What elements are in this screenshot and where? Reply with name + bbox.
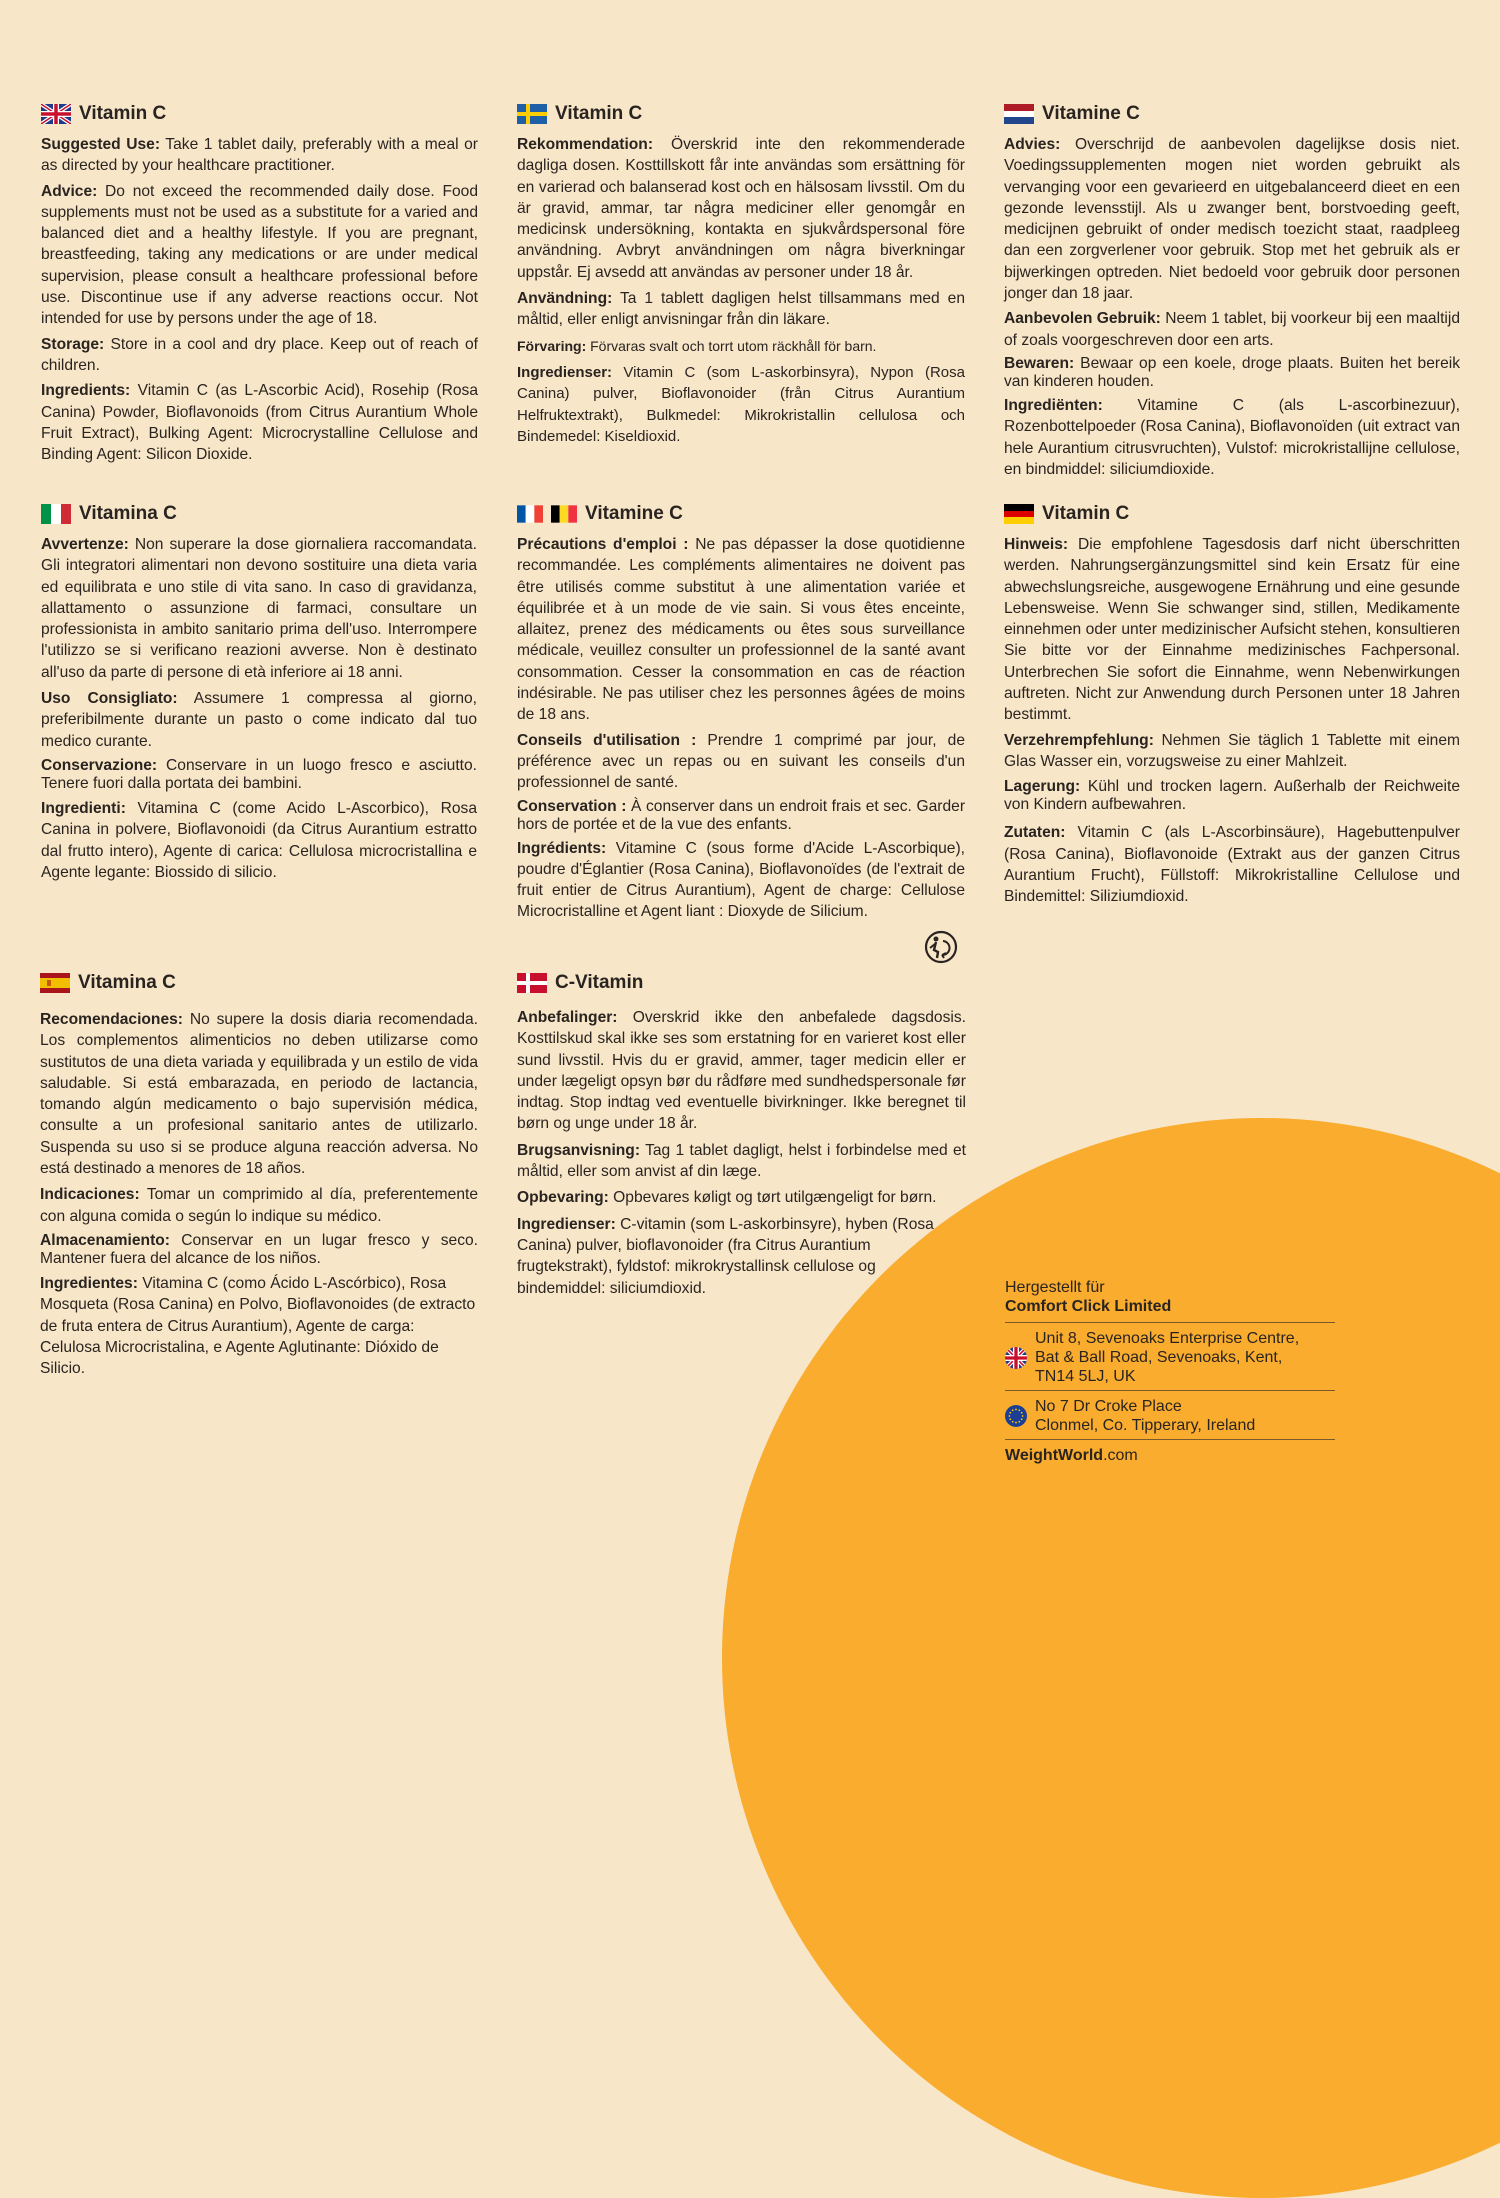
paragraph-text: Ta 1 tablett dagligen helst tillsammans med en måltid, eller enligt anvisningar från din läkare.	[517, 290, 965, 329]
paragraph-label: Brugsanvisning:	[517, 1141, 641, 1159]
paragraph-label: Ingredients:	[41, 382, 131, 400]
section-heading	[1004, 102, 1460, 126]
storage-paragraph	[517, 1187, 966, 1208]
uk-flag-icon	[41, 104, 71, 124]
uk-round-flag-icon	[1005, 1347, 1027, 1369]
address-line: Clonmel, Co. Tipperary, Ireland	[1035, 1417, 1256, 1434]
section-title: Vitamin C	[555, 103, 643, 124]
ingredients-paragraph	[41, 380, 478, 465]
warnings-paragraph	[41, 534, 477, 683]
suggested-use-paragraph	[41, 134, 478, 177]
paragraph-text: Kühl und trocken lagern. Außerhalb der Reichweite von Kindern aufbewahren.	[1004, 778, 1460, 814]
paragraph-label: Ingrédients:	[517, 839, 607, 857]
paragraph-text: Assumere 1 compressa al giorno, preferibilmente durante un pasto o come indicato dal tuo medico curante.	[41, 690, 477, 750]
paragraph-label: Recomendaciones:	[40, 1011, 183, 1028]
paragraph-label: Uso Consigliato:	[41, 690, 178, 708]
denmark-flag-icon	[517, 973, 547, 993]
storage-paragraph	[1004, 778, 1460, 814]
usage-paragraph	[517, 288, 965, 331]
usage-advice-paragraph	[517, 730, 965, 794]
paragraph-label: Indicaciones:	[40, 1186, 140, 1204]
address-line: Bat & Ball Road, Sevenoaks, Kent,	[1035, 1349, 1283, 1366]
sweden-flag-icon	[517, 104, 547, 124]
paragraph-label: Almacenamiento:	[40, 1231, 170, 1249]
section-german	[1004, 502, 1460, 911]
france-flag-icon	[517, 505, 543, 523]
storage-paragraph	[40, 1232, 478, 1268]
paragraph-label: Ingredientes:	[40, 1274, 138, 1292]
paragraph-text: Overskrid ikke den anbefalede dagsdosis. Kosttilskud skal ikke ses som erstatning for en varieret kost eller sund livsstil. Hvis du er gravid, ammer, tager medicin eller er under lægeligt opsyn bør du rådføre med sundhedspersonale før indtag. Stop indtag ved eventuelle bivirkninger. Ikke beregnet til børn og unge under 18 år.	[517, 1009, 966, 1133]
uk-address-text	[1035, 1329, 1299, 1386]
paragraph-label: Conservazione:	[41, 756, 158, 774]
belgium-flag-icon	[551, 505, 577, 523]
section-heading	[1004, 502, 1460, 526]
paragraph-label: Conservation :	[517, 797, 627, 815]
paragraph-label: Aanbevolen Gebruik:	[1004, 310, 1161, 328]
section-title: Vitamine C	[585, 503, 683, 524]
paragraph-label: Advice:	[41, 182, 98, 200]
section-italian	[41, 502, 477, 888]
paragraph-text: Overschrijd de aanbevolen dagelijkse dosis niet. Voedingssupplementen mogen niet worden gebruikt als vervanging voor een gevarieerd en uitgebalanceerd dieet en een gezonde levensstijl. Als u zwanger bent, borstvoeding geeft, medicijnen gebruikt of onder medisch toezicht staat, raadpleeg dan een zorgverlener voor gebruik. Stop met het gebruik als er bijwerkingen optreden. Niet bedoeld voor gebruik door personen jonger dan 18 jaar.	[1004, 136, 1460, 303]
section-spanish	[40, 971, 478, 1384]
paragraph-label: Suggested Use:	[41, 136, 161, 153]
paragraph-text: Nehmen Sie täglich 1 Tablette mit einem Glas Wasser ein, vorzugsweise zu einer Mahlzeit.	[1004, 731, 1460, 770]
paragraph-label: Storage:	[41, 335, 105, 353]
section-heading	[517, 102, 965, 126]
triman-recycling-icon	[924, 930, 958, 964]
paragraph-label: Ingredienser:	[517, 363, 613, 381]
paragraph-text: Vitamina C (como Ácido L-Ascórbico), Rosa Mosqueta (Rosa Canina) en Polvo, Bioflavonoides (de extracto de fruta entera de Citrus Aurantium), Agente de carga: Celulosa Microcristalina, e Agente Aglutinante: Dióxido de Silicio.	[40, 1274, 476, 1378]
directions-paragraph	[517, 1140, 966, 1183]
paragraph-text: Prendre 1 comprimé par jour, de préférence avec un repas ou en suivant les conseils d'un professionnel de santé.	[517, 731, 965, 792]
paragraph-text: À conserver dans un endroit frais et sec. Garder hors de portée et de la vue des enfants.	[517, 797, 966, 833]
section-title: Vitamina C	[79, 503, 177, 524]
section-french	[517, 502, 965, 927]
section-english	[41, 102, 478, 469]
paragraph-label: Verzehrempfehlung:	[1004, 731, 1154, 749]
recommended-use-paragraph	[41, 688, 477, 752]
section-heading	[41, 502, 477, 526]
manufacturer-info	[1005, 1278, 1335, 1465]
eu-address-text	[1035, 1397, 1255, 1435]
paragraph-text: Do not exceed the recommended daily dose. Food supplements must not be used as a substitute for a varied and balanced diet and a healthy lifestyle. If you are pregnant, breastfeeding, taking any medications or are under medical supervision, please consult a healthcare professional before use. Discontinue use if any adverse reactions occur. Not intended for use by persons under the age of 18.	[41, 182, 478, 328]
section-title: Vitamine C	[1042, 103, 1140, 124]
recommendations-paragraph	[517, 1007, 966, 1135]
storage-paragraph	[41, 757, 477, 793]
advice-paragraph	[1004, 134, 1460, 304]
paragraph-label: Förvaring:	[517, 337, 587, 354]
ingredients-paragraph	[517, 1214, 966, 1299]
section-swedish	[517, 102, 965, 452]
recommendation-paragraph	[517, 134, 965, 283]
paragraph-label: Rekommendation:	[517, 136, 654, 153]
paragraph-label: Användning:	[517, 290, 613, 308]
ingredients-paragraph	[1004, 822, 1460, 907]
website-link[interactable]	[1005, 1439, 1335, 1465]
uk-address	[1005, 1322, 1335, 1390]
paragraph-label: Zutaten:	[1004, 824, 1066, 842]
ingredients-paragraph	[517, 838, 965, 923]
consumption-recommendation-paragraph	[1004, 730, 1460, 773]
paragraph-text: Store in a cool and dry place. Keep out of reach of children.	[41, 335, 478, 374]
paragraph-text: Överskrid inte den rekommenderade dagliga dosen. Kosttillskott får inte användas som ersättning för en varierad och balanserad kost och en hälsosam livsstil. Om du är gravid, ammar, tar några mediciner eller genomgår en medicinsk undersökning, kontakta en sjukvårdspersonal före användning. Avbryt användningen om några biverkningar uppstår. Ej avsedd att användas av personer under 18 år.	[517, 136, 965, 281]
address-line: Unit 8, Sevenoaks Enterprise Centre,	[1035, 1330, 1300, 1347]
paragraph-text: Conservare in un luogo fresco e asciutto. Tenere fuori dalla portata dei bambini.	[41, 756, 477, 792]
paragraph-text: Die empfohlene Tagesdosis darf nicht überschritten werden. Nahrungsergänzungsmittel sind kein Ersatz für eine abwechslungsreiche, ausgewogene Ernährung und eine gesunde Lebensweise. Wenn Sie schwanger sind, stillen, Medikamente einnehmen oder unter medizinischer Aufsicht stehen, konsultieren Sie bitte vor der Einnahme medizinisches Fachpersonal. Unterbrechen Sie sofort die Einnahme, wenn Nebenwirkungen auftreten. Nicht zur Anwendung durch Personen unter 18 Jahren bestimmt.	[1004, 536, 1460, 724]
section-heading	[517, 971, 966, 995]
paragraph-label: Lagerung:	[1004, 778, 1081, 796]
paragraph-label: Conseils d'utilisation :	[517, 731, 697, 749]
indications-paragraph	[40, 1184, 478, 1227]
storage-paragraph	[1004, 355, 1460, 391]
paragraph-text: Tomar un comprimido al día, preferentemente con alguna comida o según lo indique su médico.	[40, 1186, 478, 1225]
eu-address	[1005, 1390, 1335, 1439]
notice-paragraph	[1004, 534, 1460, 726]
ingredients-paragraph	[1004, 395, 1460, 480]
ingredients-paragraph	[41, 798, 477, 883]
paragraph-text: Vitamine C (sous forme d'Acide L-Ascorbique), poudre d'Églantier (Rosa Canina), Bioflavonoïdes (de l'extrait de fruit entier de Citrus Aurantium), Agent de charge: Cellulose Microcristalline et Agent liant : Dioxyde de Silicium.	[517, 839, 965, 921]
ingredients-paragraph	[517, 362, 965, 447]
paragraph-text: Vitamin C (als L-Ascorbinsäure), Hagebuttenpulver (Rosa Canina), Bioflavonoide (Extrakt aus der ganzen Citrus Aurantium Frucht), Füllstoff: Mikrokristalline Cellulose und Bindemittel: Siliziumdioxid.	[1004, 824, 1460, 906]
paragraph-label: Avvertenze:	[41, 536, 129, 553]
eu-round-flag-icon	[1005, 1405, 1027, 1427]
section-danish	[517, 971, 966, 1304]
storage-paragraph	[517, 336, 965, 357]
made-for-label: Hergestellt für	[1005, 1279, 1105, 1296]
spain-flag-icon	[40, 973, 70, 993]
storage-paragraph	[517, 798, 965, 834]
paragraph-label: Hinweis:	[1004, 536, 1069, 553]
section-heading	[40, 971, 478, 995]
storage-paragraph	[41, 334, 478, 377]
recommended-use-paragraph	[1004, 308, 1460, 351]
paragraph-text: Vitamine C (als L-ascorbinezuur), Rozenbottelpoeder (Rosa Canina), Bioflavonoïden (uit extract van hele Aurantium citrusvruchten), Vulstof: microkristallijne cellulose, en bindmiddel: siliciumdioxide.	[1004, 396, 1460, 478]
company-name: Comfort Click Limited	[1005, 1298, 1172, 1315]
paragraph-text: Take 1 tablet daily, preferably with a meal or as directed by your healthcare practitioner.	[41, 136, 478, 175]
paragraph-text: Tag 1 tablet dagligt, helst i forbindelse med et måltid, eller som anvist af din læge.	[517, 1141, 966, 1181]
paragraph-label: Anbefalinger:	[517, 1009, 618, 1026]
paragraph-label: Ingrediënten:	[1004, 396, 1103, 414]
paragraph-text: Conservar en un lugar fresco y seco. Mantener fuera del alcance de los niños.	[40, 1231, 478, 1267]
paragraph-label: Bewaren:	[1004, 354, 1075, 372]
italy-flag-icon	[41, 504, 71, 524]
advice-paragraph	[41, 181, 478, 330]
paragraph-label: Ingredienser:	[517, 1215, 616, 1233]
paragraph-text: Non superare la dose giornaliera raccomandata. Gli integratori alimentari non devono sostituire una dieta varia ed equilibrata e uno stile di vita sano. In caso di gravidanza, allattamento o assunzione di farmaci, consultare un professionista in ambito sanitario prima dell'uso. Interrompere l'utilizzo se si verificano reazioni avverse. Non è destinato all'uso da parte di persone di età inferiore ai 18 anni.	[41, 536, 477, 681]
paragraph-text: Neem 1 tablet, bij voorkeur bij een maaltijd of zoals voorgeschreven door een arts.	[1004, 310, 1461, 349]
paragraph-text: Bewaar op een koele, droge plaats. Buiten het bereik van kinderen houden.	[1004, 354, 1460, 390]
paragraph-label: Opbevaring:	[517, 1189, 609, 1207]
section-heading	[517, 502, 965, 526]
paragraph-label: Advies:	[1004, 136, 1061, 153]
paragraph-text: No supere la dosis diaria recomendada. Los complementos alimenticios no deben utilizarse como sustitutos de una dieta variada y equilibrada y un estilo de vida saludable. Si está embarazada, en periodo de lactancia, tomando algún medicamento o bajo supervisión médica, consulte a un profesional sanitario antes de utilizarlo. Suspenda su uso si se produce alguna reacción adversa. No está destinado a menores de 18 años.	[40, 1011, 478, 1178]
paragraph-text: Vitamin C (som L-askorbinsyra), Nypon (Rosa Canina) pulver, Bioflavonoider (från Citrus Aurantium Helfruktextrakt), Bulkmedel: Mikrokristallin cellulosa och Bindemedel: Kiseldioxid.	[517, 363, 965, 445]
section-title: Vitamina C	[78, 972, 176, 993]
website-domain: .com	[1103, 1447, 1138, 1464]
germany-flag-icon	[1004, 504, 1034, 524]
website-brand: WeightWorld	[1005, 1447, 1104, 1464]
precautions-paragraph	[517, 534, 965, 726]
paragraph-text: Ne pas dépasser la dose quotidienne recommandée. Les compléments alimentaires ne doivent pas être utilisés comme substitut à une alimentation variée et équilibrée et à un mode de vie sain. Si vous êtes enceinte, allaitez, prenez des médicaments ou êtes sous surveillance médicale, veuillez consulter un professionnel de la santé avant consommation. Cesser la consommation en cas de réaction indésirable. Ne pas utiliser chez les personnes âgées de moins de 18 ans.	[517, 536, 965, 724]
paragraph-text: Förvaras svalt och torrt utom räckhåll för barn.	[586, 337, 877, 354]
section-dutch	[1004, 102, 1460, 484]
paragraph-text: Opbevares køligt og tørt utilgængeligt for børn.	[608, 1189, 937, 1207]
paragraph-text: C-vitamin (som L-askorbinsyre), hyben (Rosa Canina) pulver, bioflavonoider (fra Citrus Aurantium frugtekstrakt), fyldstof: mikrokrystallinsk cellulose og bindemiddel: siliciumdioxid.	[517, 1215, 934, 1297]
netherlands-flag-icon	[1004, 104, 1034, 124]
paragraph-text: Vitamin C (as L-Ascorbic Acid), Rosehip (Rosa Canina) Powder, Bioflavonoids (from Citrus Aurantium Whole Fruit Extract), Bulking Agent: Microcrystalline Cellulose and Binding Agent: Silicon Dioxide.	[41, 382, 478, 464]
recommendations-paragraph	[40, 1009, 478, 1179]
section-title: Vitamin C	[1042, 503, 1130, 524]
address-line: TN14 5LJ, UK	[1035, 1368, 1136, 1385]
section-heading	[41, 102, 478, 126]
ingredients-paragraph	[40, 1273, 478, 1379]
paragraph-text: Vitamina C (come Acido L-Ascorbico), Rosa Canina in polvere, Bioflavonoidi (da Citrus Aurantium estratto dal frutto intero), Agente di carica: Cellulosa microcristallina e Agente legante: Biossido di silicio.	[41, 799, 477, 881]
paragraph-label: Précautions d'emploi :	[517, 536, 689, 553]
section-title: C-Vitamin	[555, 972, 644, 993]
address-line: No 7 Dr Croke Place	[1035, 1398, 1182, 1415]
section-title: Vitamin C	[79, 103, 167, 124]
paragraph-label: Ingredienti:	[41, 799, 126, 817]
